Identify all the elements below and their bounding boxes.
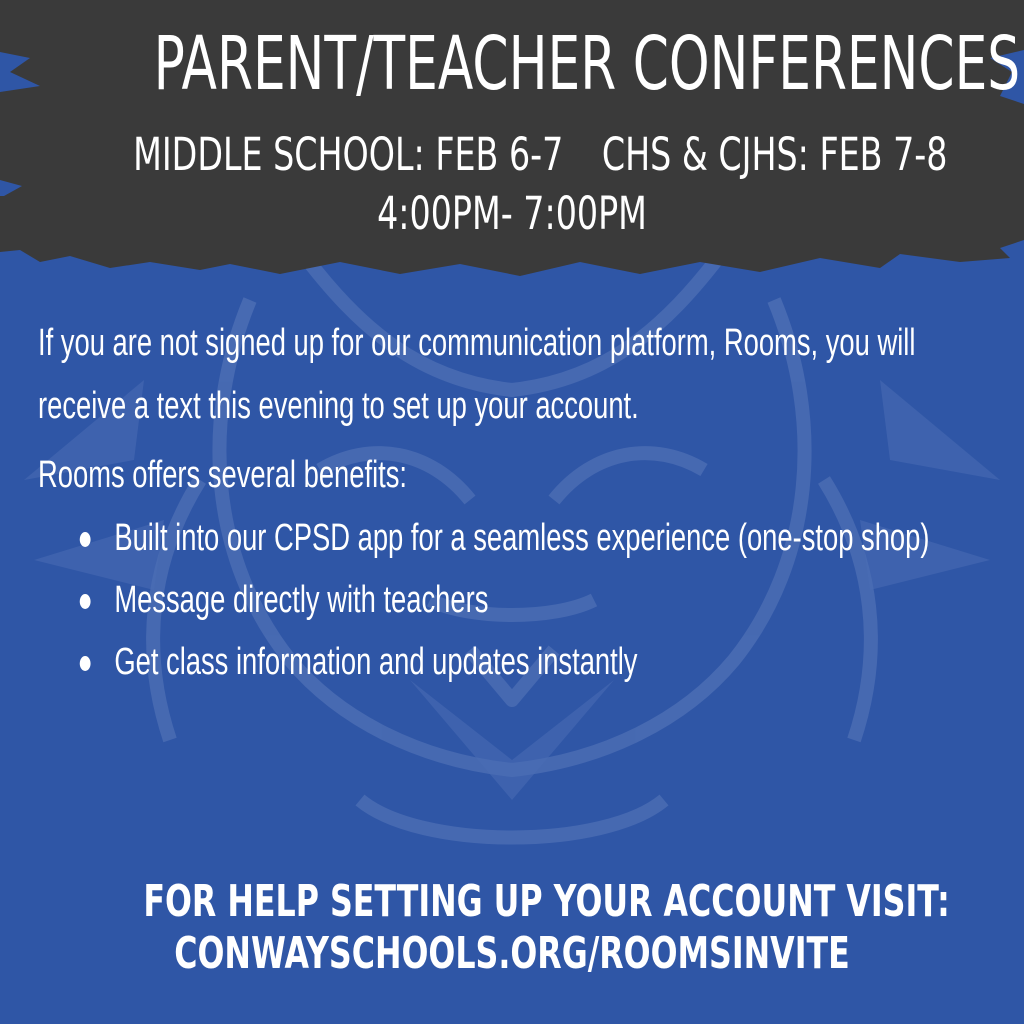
benefits-heading: Rooms offers several benefits: [38,454,408,496]
conference-dates [133,126,948,184]
list-item: Message directly with teachers [114,569,988,631]
middle-school-dates: MIDDLE SCHOOL: FEB 6-7 [133,128,564,181]
list-item: Get class information and updates instantly [114,631,988,693]
help-text: FOR HELP SETTING UP YOUR ACCOUNT VISIT: [143,876,950,927]
intro-paragraph: If you are not signed up for our communication platform, Rooms, you will receive a text this evening to set up your account. [38,322,916,427]
body-content [38,312,988,693]
help-footer [143,876,950,980]
page-title: PARENT/TEACHER CONFERENCES [153,21,1021,107]
benefits-list [38,507,988,693]
list-item: Built into our CPSD app for a seamless experience (one-stop shop) [114,507,958,569]
help-link[interactable]: CONWAYSCHOOLS.ORG/ROOMSINVITE [174,928,850,979]
high-school-dates: CHS & CJHS: FEB 7-8 [601,128,948,181]
conference-time: 4:00PM- 7:00PM [377,187,647,240]
